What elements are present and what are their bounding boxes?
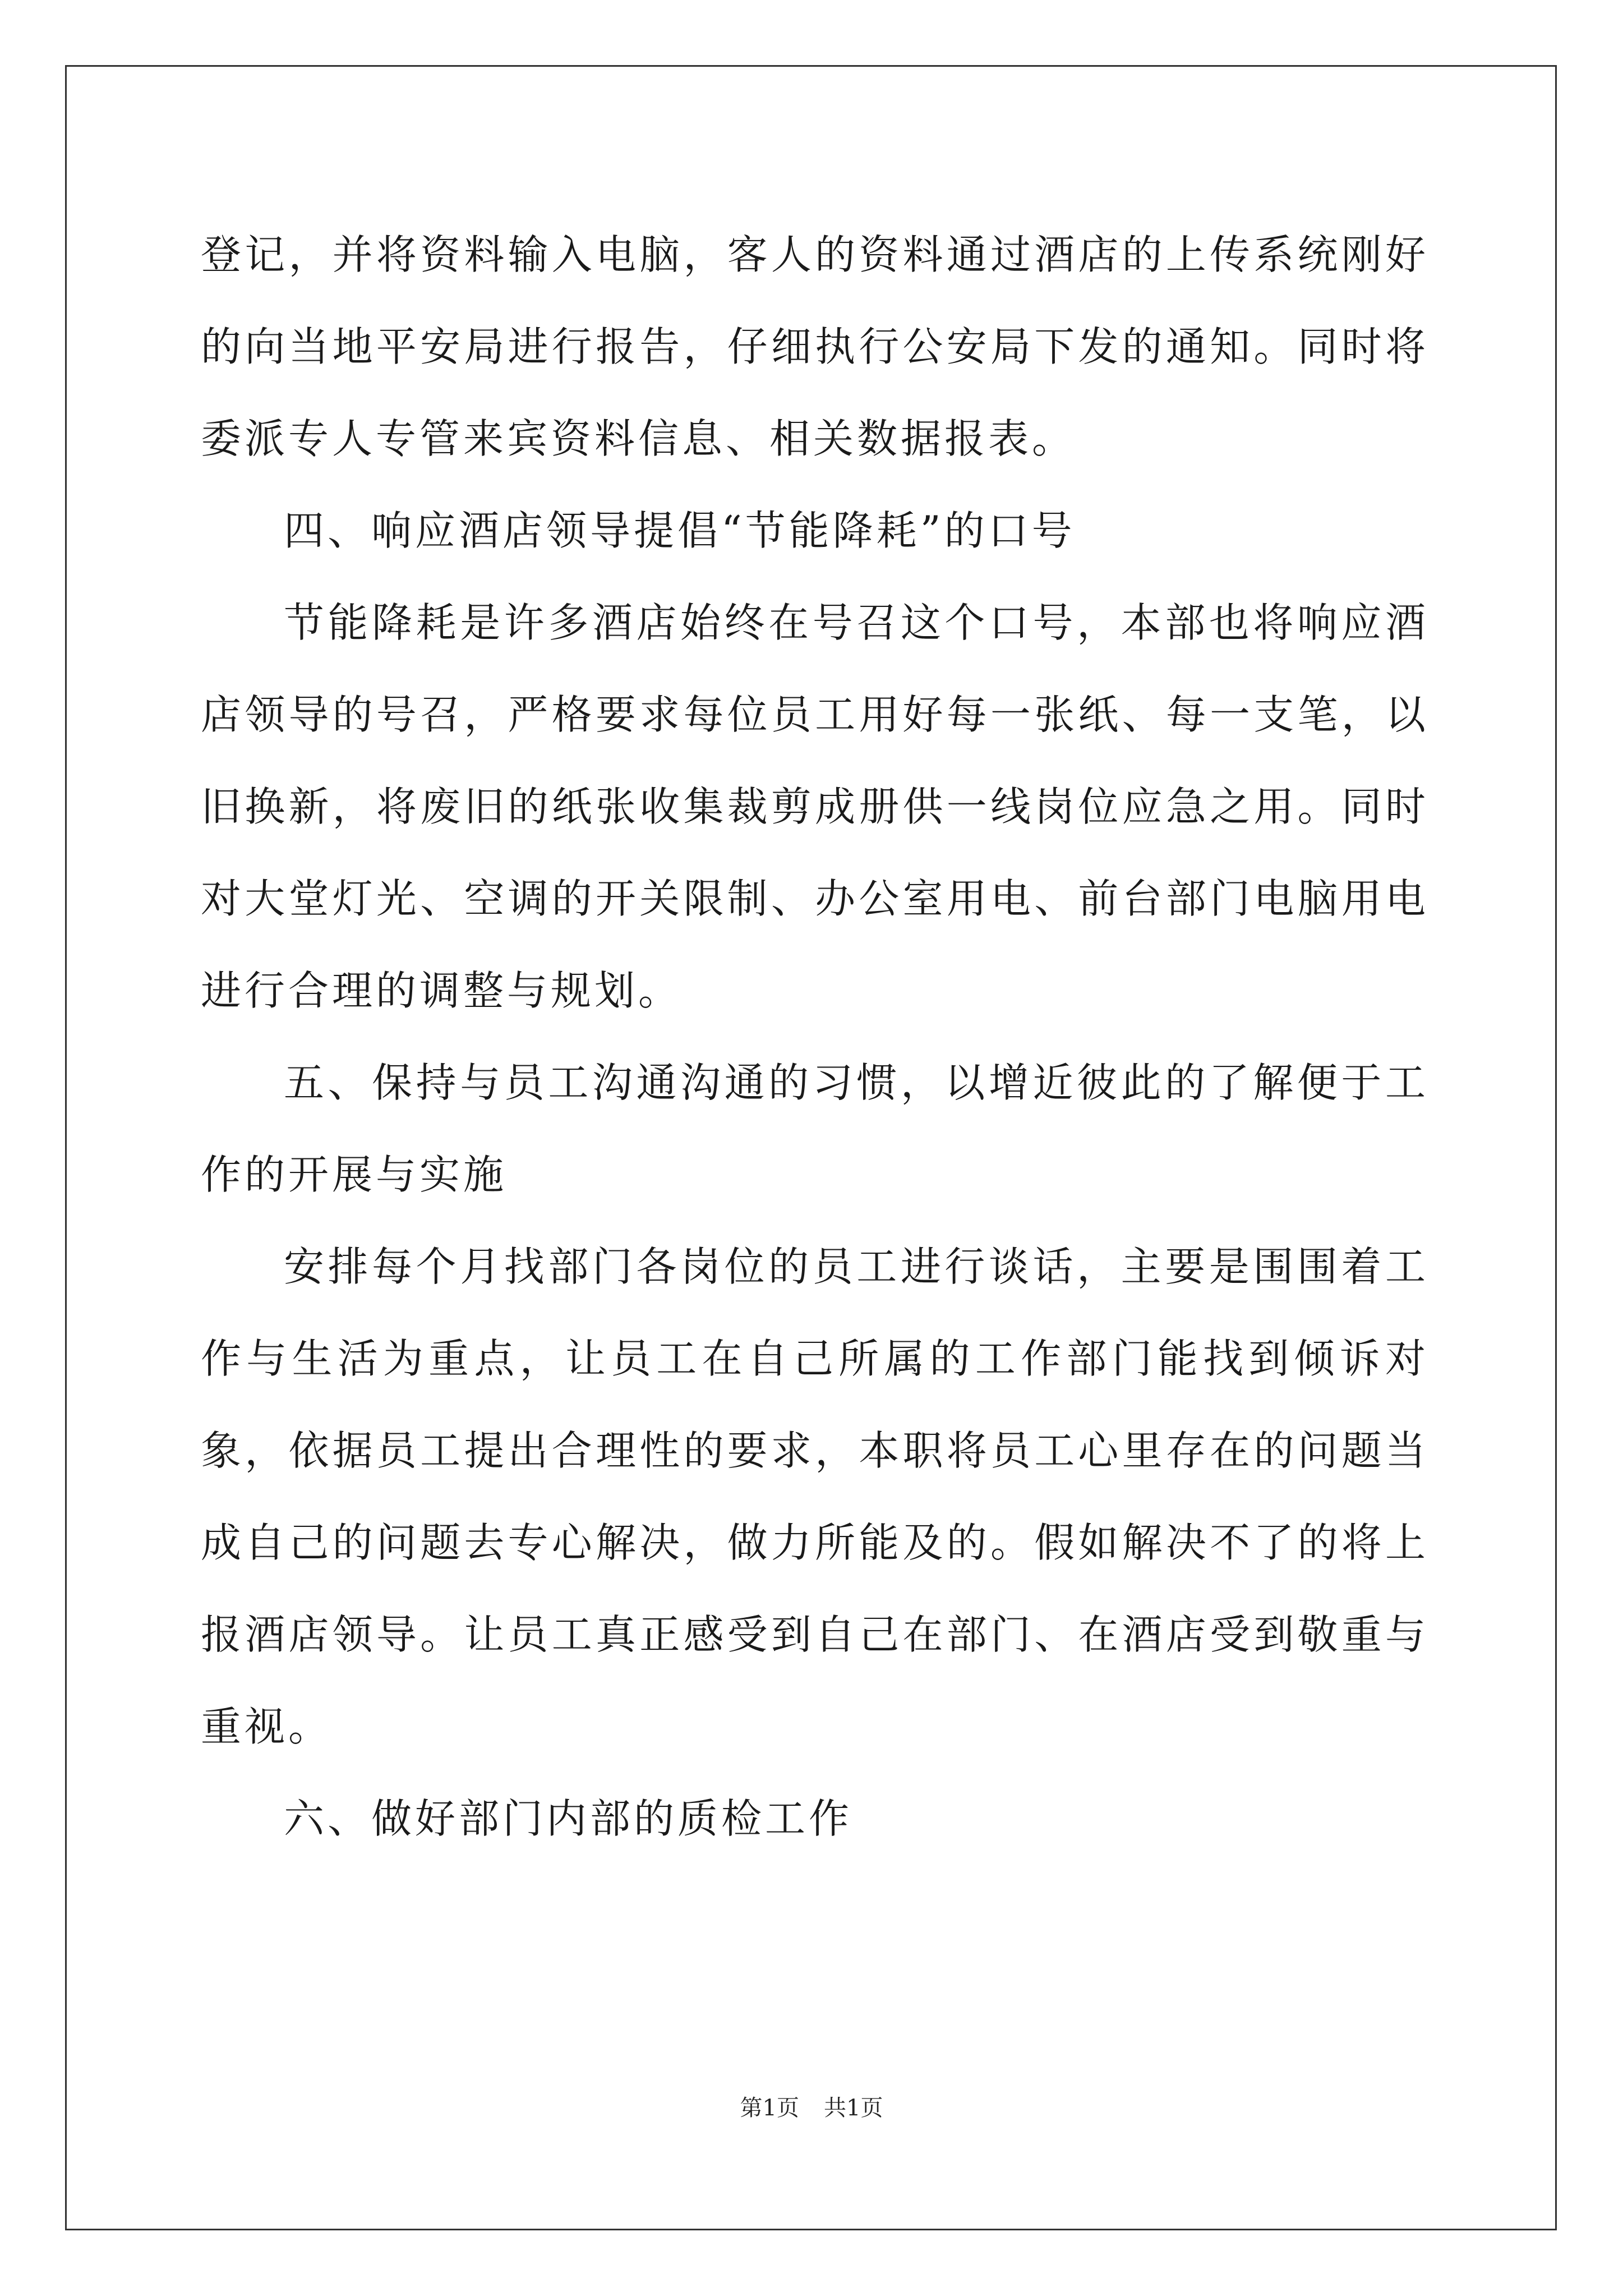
heading-quality-inspection: 六、做好部门内部的质检工作 [284, 1795, 853, 1842]
page-number: 第1页 [740, 2095, 799, 2121]
paragraph-registration: 登记，并将资料输入电脑，客人的资料通过酒店的上传系统刚好的向当地平安局进行报告，仔细执行公安局下发的通知。同时将委派专人专管来宾资料信息、相关数据报表。 [201, 231, 1429, 462]
heading-energy-saving: 四、响应酒店领导提倡“节能降耗”的口号 [284, 507, 1076, 554]
paragraph-energy-saving: 节能降耗是许多酒店始终在号召这个口号，本部也将响应酒店领导的号召，严格要求每位员工用好每一张纸、每一支笔，以旧换新，将废旧的纸张收集裁剪成册供一线岗位应急之用。同时对大堂灯光、空调的开关限制、办公室用电、前台部门电脑用电进行合理的调整与规划。 [201, 599, 1429, 1014]
page-total: 共1页 [824, 2095, 883, 2121]
page-footer [0, 2091, 1623, 2125]
heading-staff-communication: 五、保持与员工沟通沟通的习惯，以增近彼此的了解便于工作的开展与实施 [201, 1059, 1429, 1198]
document-body [201, 209, 1429, 1865]
paragraph-staff-communication: 安排每个月找部门各岗位的员工进行谈话，主要是围围着工作与生活为重点，让员工在自己所属的工作部门能找到倾诉对象，依据员工提出合理性的要求，本职将员工心里存在的问题当成自己的问题去专心解决，做力所能及的。假如解决不了的将上报酒店领导。让员工真正感受到自己在部门、在酒店受到敬重与重视。 [201, 1243, 1429, 1750]
